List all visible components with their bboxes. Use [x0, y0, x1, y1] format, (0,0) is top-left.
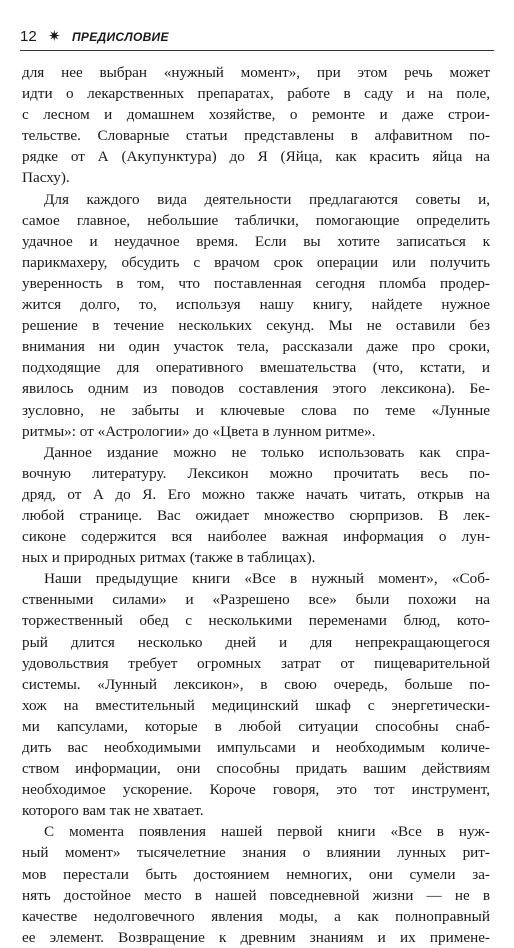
text-line: вочную литературу. Лексикон можно прочитать весь по- — [22, 464, 490, 482]
text-line: ее элемент. Возвращение к древним знаниям и их примене- — [22, 928, 490, 946]
text-line: уверенность в том, что поставленная сегодня пломба продер- — [22, 274, 490, 292]
text-line: которого вам так не хватает. — [22, 802, 204, 820]
text-line: идти о лекарственных препаратах, работе в саду и на поле, — [22, 85, 490, 103]
text-line: удовольствия требует огромных затрат от пищеварительной — [22, 654, 490, 672]
text-line: самое главное, небольшие таблички, помогающие определить — [22, 211, 490, 229]
text-line: Наши предыдущие книги «Все в нужный момент», «Соб- — [44, 570, 490, 588]
text-line: ми капсулами, которые в любой ситуации способны снаб- — [22, 717, 490, 735]
text-line: жится долго, то, используя нашу книгу, найдете нужное — [22, 296, 490, 314]
text-line: сиконе содержится вся наиболее важная информация о лун- — [22, 528, 490, 546]
text-line: подходящие для оперативного вмешательства (что, кстати, и — [22, 359, 490, 377]
text-line: рядке от А (Акупунктура) до Я (Яйца, как красить яйца на — [22, 148, 490, 166]
text-line: парикмахеру, обсудить с врачом срок операции или получить — [22, 253, 490, 271]
text-line: с лесном и домашнем хозяйстве, о ремонте и даже строи- — [22, 106, 490, 124]
text-line: Пасху). — [22, 169, 70, 187]
text-line: рый длится несколько дней и для непрекращающегося — [22, 633, 490, 651]
text-line: зусловно, не забыты и ключевые слова по теме «Лунные — [22, 401, 490, 419]
text-line: явилось одним из поводов составления этого лексикона). Бе- — [22, 380, 490, 398]
body-text — [22, 62, 490, 948]
star-ornament-icon: ✷ — [48, 27, 61, 45]
section-title: ПРЕДИСЛОВИЕ — [72, 30, 169, 44]
text-line: любой странице. Вас ожидает множество сюрпризов. В лек- — [22, 506, 490, 524]
text-line: системы. «Лунный лексикон», в свою очередь, больше по- — [22, 675, 490, 693]
text-line: решение в течение нескольких секунд. Мы не оставили без — [22, 317, 490, 335]
text-line: ством информации, они способны придать вашим действиям — [22, 760, 490, 778]
text-line: ный момент» тысячелетние знания о влиянии лунных рит- — [22, 844, 490, 862]
text-line: качестве недолговечного явления моды, а как полноправный — [22, 907, 490, 925]
text-line: Данное издание можно не только использовать как спра- — [44, 443, 490, 461]
text-line: мов перестали быть достоянием немногих, они сумели за- — [22, 865, 490, 883]
text-line: тельстве. Словарные статьи представлены в алфавитном по- — [22, 127, 490, 145]
running-header — [20, 22, 494, 54]
text-line: нять достойное место в нашей повседневной жизни — не в — [22, 886, 490, 904]
text-line: ритмы»: от «Астрологии» до «Цвета в лунном ритме». — [22, 422, 376, 440]
text-line: Для каждого вида деятельности предлагаются советы и, — [44, 190, 490, 208]
text-line: дряд, от А до Я. Его можно также начать читать, открыв на — [22, 485, 490, 503]
text-line: дить вас необходимыми импульсами и необходимым количе- — [22, 739, 490, 756]
text-line: для нее выбран «нужный момент», при этом речь может — [22, 64, 490, 81]
text-line: внимания ни один участок тела, рассказали даже про сроки, — [22, 338, 490, 356]
text-line: С момента появления нашей первой книги «Все в нуж- — [44, 823, 490, 841]
text-line: ных и природных ритмах (также в таблицах). — [22, 549, 316, 567]
text-line: необходимое ускорение. Короче говоря, это тот инструмент, — [22, 781, 490, 799]
page-number: 12 — [20, 28, 37, 45]
text-line: удачное и неудачное время. Если вы хотите записаться к — [22, 232, 490, 250]
text-line: ственными силами» и «Разрешено все» были похожи на — [22, 591, 490, 609]
header-rule — [20, 50, 494, 51]
text-line: хож на вместительный медицинский шкаф с энергетически- — [22, 696, 490, 714]
text-line: торжественный обед с несколькими переменами блюд, кото- — [22, 612, 490, 630]
